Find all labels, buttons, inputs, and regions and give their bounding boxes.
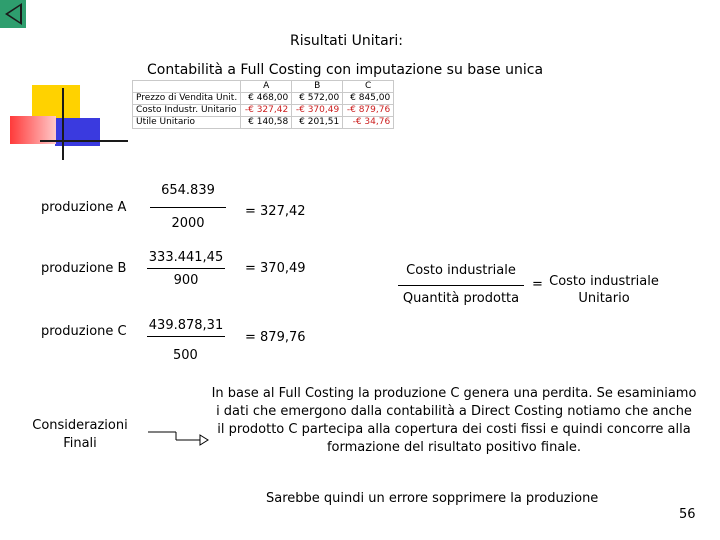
table-row-label: Costo Industr. Unitario (133, 105, 241, 117)
table-cell: € 140,58 (241, 117, 292, 129)
slide-title: Risultati Unitari: (290, 33, 404, 49)
table-row-label: Utile Unitario (133, 117, 241, 129)
table-header-cell: B (292, 81, 343, 93)
conclusion-heading-line2: Finali (63, 436, 97, 451)
calc-b-result: = 370,49 (245, 261, 306, 276)
calc-a-label: produzione A (41, 200, 127, 215)
right-arrow-icon (148, 429, 210, 449)
formula-denominator: Quantità prodotta (402, 291, 520, 306)
table-row-label: Prezzo di Vendita Unit. (133, 93, 241, 105)
conclusion-final-note: Sarebbe quindi un errore sopprimere la produzione (266, 491, 599, 506)
calc-c-fraction-line (147, 336, 225, 337)
table-cell: -€ 879,76 (343, 105, 394, 117)
table-cell: € 468,00 (241, 93, 292, 105)
unit-results-table (132, 80, 394, 129)
table-cell: -€ 370,49 (292, 105, 343, 117)
table-row (133, 117, 394, 129)
calc-b-fraction-line (147, 268, 225, 269)
formula-result-line2: Unitario (578, 291, 630, 306)
slide-subtitle: Contabilità a Full Costing con imputazione su base unica (147, 62, 544, 78)
table-cell: -€ 327,42 (241, 105, 292, 117)
table-cell: € 845,00 (343, 93, 394, 105)
calc-c-label: produzione C (41, 324, 127, 339)
calc-a-denominator: 2000 (171, 216, 205, 231)
calc-b-denominator: 900 (173, 273, 199, 288)
table-cell: -€ 34,76 (343, 117, 394, 129)
table-header-cell (133, 81, 241, 93)
back-arrow-icon (0, 0, 26, 28)
formula-result-line1: Costo industriale (549, 274, 659, 289)
table-row (133, 105, 394, 117)
calc-c-numerator: 439.878,31 (148, 318, 224, 333)
table-cell: € 572,00 (292, 93, 343, 105)
calc-c-denominator: 500 (173, 348, 198, 363)
formula-numerator: Costo industriale (406, 263, 516, 278)
calc-a-result: = 327,42 (245, 204, 306, 219)
calc-a-numerator: 654.839 (161, 183, 215, 198)
back-button[interactable] (0, 0, 26, 28)
formula-equals: = (532, 277, 543, 292)
page-number: 56 (679, 507, 696, 522)
calc-b-label: produzione B (41, 261, 127, 276)
table-cell: € 201,51 (292, 117, 343, 129)
calc-b-numerator: 333.441,45 (148, 250, 224, 265)
table-header-cell: A (241, 81, 292, 93)
calc-a-fraction-line (150, 207, 226, 208)
formula-fraction-line (398, 285, 524, 286)
calc-c-result: = 879,76 (245, 330, 306, 345)
table-row (133, 93, 394, 105)
table-header-row (133, 81, 394, 93)
conclusion-heading-line1: Considerazioni (32, 418, 128, 433)
conclusion-body: In base al Full Costing la produzione C genera una perdita. Se esaminiamo i dati che emergono dalla contabilità a Direct Costing notiamo che anche il prodotto C partecipa alla copertura dei costi fissi e quindi concorre alla formazione del risultato positivo finale. (211, 386, 697, 455)
table-header-cell: C (343, 81, 394, 93)
